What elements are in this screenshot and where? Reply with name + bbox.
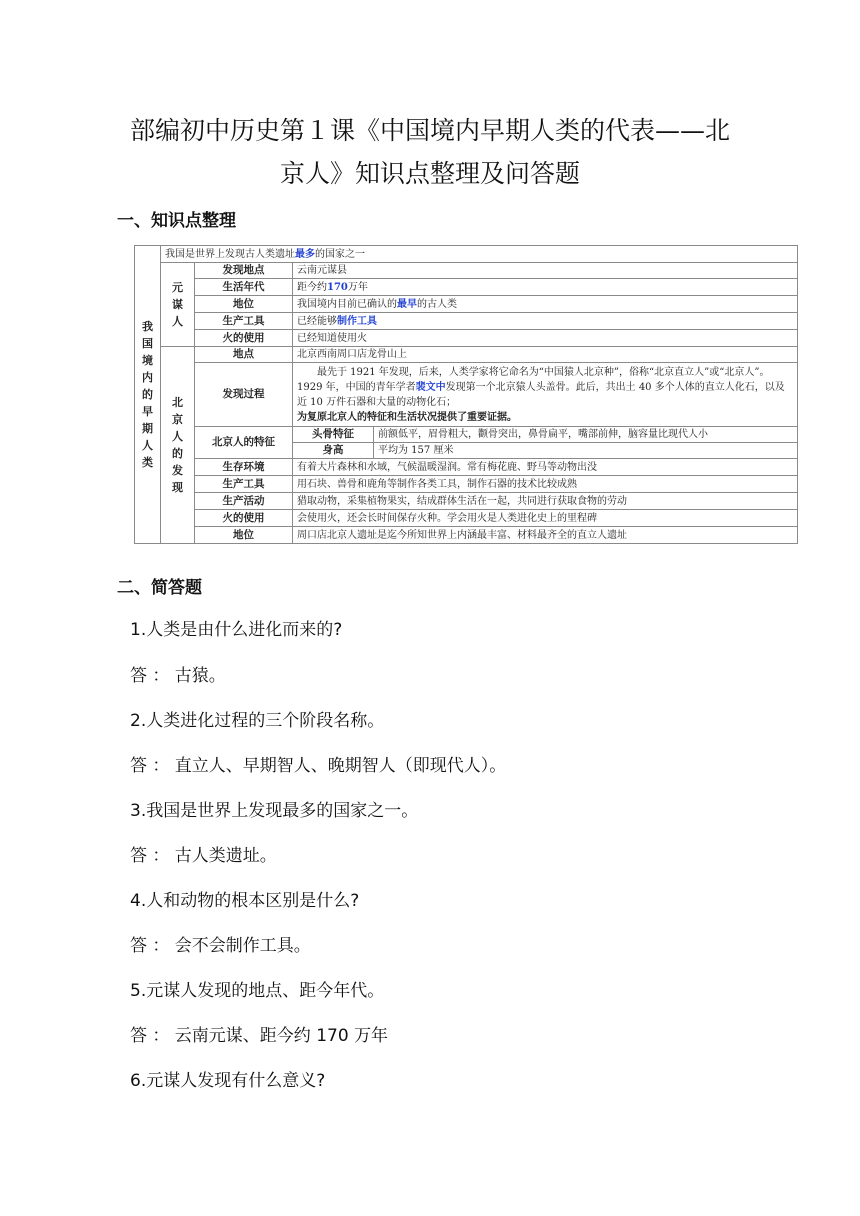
value-cell: 有着大片森林和水域，气候温暖湿润。常有梅花鹿、野马等动物出没 — [293, 459, 798, 476]
answer-1: 答 ： 古猿。 — [130, 666, 226, 686]
value-cell: 用石块、兽骨和鹿角等制作各类工具，制作石器的技术比较成熟 — [293, 476, 798, 493]
value-cell: 前额低平，眉骨粗大，颧骨突出，鼻骨扁平，嘴部前伸，脑容量比现代人小 — [374, 427, 798, 443]
value-cell: 云南元谋县 — [293, 263, 798, 279]
answer-2: 答 ： 直立人、早期智人、晚期智人（即现代人）。 — [130, 756, 507, 776]
doc-title-line2: 京人》知识点整理及问答题 — [279, 159, 580, 188]
value-cell: 已经知道使用火 — [293, 330, 798, 347]
label-cell: 发现地点 — [195, 263, 293, 279]
question-3: 3.我国是世界上发现最多的国家之一。 — [130, 801, 419, 821]
section-heading-qa: 二、简答题 — [117, 578, 202, 598]
answer-3: 答 ： 古人类遗址。 — [130, 846, 277, 866]
value-cell: 周口店北京人遗址是迄今所知世界上内涵最丰富、材料最齐全的直立人遗址 — [293, 527, 798, 544]
value-cell: 距今约170万年 — [293, 279, 798, 296]
label-cell: 头骨特征 — [293, 427, 374, 443]
beijing-label: 北京人的发现 — [161, 347, 195, 544]
label-cell: 地点 — [195, 347, 293, 363]
question-1: 1.人类是由什么进化而来的? — [130, 620, 343, 640]
top-row: 我国是世界上发现古人类遗址最多的国家之一 — [161, 246, 798, 263]
yuanmou-label: 元谋人 — [161, 263, 195, 347]
label-cell: 地位 — [195, 527, 293, 544]
value-cell: 会使用火，还会长时间保存火种。学会用火是人类进化史上的里程碑 — [293, 510, 798, 527]
label-cell: 地位 — [195, 296, 293, 313]
label-cell: 生产活动 — [195, 493, 293, 510]
question-2: 2.人类进化过程的三个阶段名称。 — [130, 711, 385, 731]
label-cell: 北京人的特征 — [195, 427, 293, 459]
question-5: 5.元谋人发现的地点、距今年代。 — [130, 981, 385, 1001]
question-6: 6.元谋人发现有什么意义? — [130, 1071, 326, 1091]
value-cell: 北京西南周口店龙骨山上 — [293, 347, 798, 363]
label-cell: 火的使用 — [195, 510, 293, 527]
value-cell: 我国境内目前已确认的最早的古人类 — [293, 296, 798, 313]
question-4: 4.人和动物的根本区别是什么? — [130, 891, 360, 911]
label-cell: 身高 — [293, 443, 374, 459]
doc-title-line1: 部编初中历史第１课《中国境内早期人类的代表——北 — [129, 116, 730, 145]
value-cell: 平均为 157 厘米 — [374, 443, 798, 459]
answer-5: 答 ： 云南元谋、距今约 170 万年 — [130, 1026, 389, 1046]
value-cell: 猎取动物，采集植物果实，结成群体生活在一起，共同进行获取食物的劳动 — [293, 493, 798, 510]
discovery-text: 最先于 1921 年发现，后来，人类学家将它命名为“中国猿人北京种”，俗称“北京直立人”或“北京人”。1929 年，中国的青年学者裴文中发现第一个北京猿人头盖骨。此后，共出土 40 多个人体的直立人化石，以及近 10 万件石器和大量的动物化石； 为复原北京人的特征和生活状况提供了重要证据。 — [293, 363, 798, 427]
label-cell: 生存环境 — [195, 459, 293, 476]
label-cell: 生产工具 — [195, 476, 293, 493]
label-cell: 火的使用 — [195, 330, 293, 347]
section-heading-knowledge: 一、知识点整理 — [117, 211, 236, 231]
label-cell: 生活年代 — [195, 279, 293, 296]
answer-4: 答 ： 会不会制作工具。 — [130, 936, 311, 956]
value-cell: 已经能够制作工具 — [293, 313, 798, 330]
label-cell: 发现过程 — [195, 363, 293, 427]
root-label: 我国境内的早期人类 — [135, 246, 161, 544]
knowledge-table — [134, 245, 798, 544]
label-cell: 生产工具 — [195, 313, 293, 330]
